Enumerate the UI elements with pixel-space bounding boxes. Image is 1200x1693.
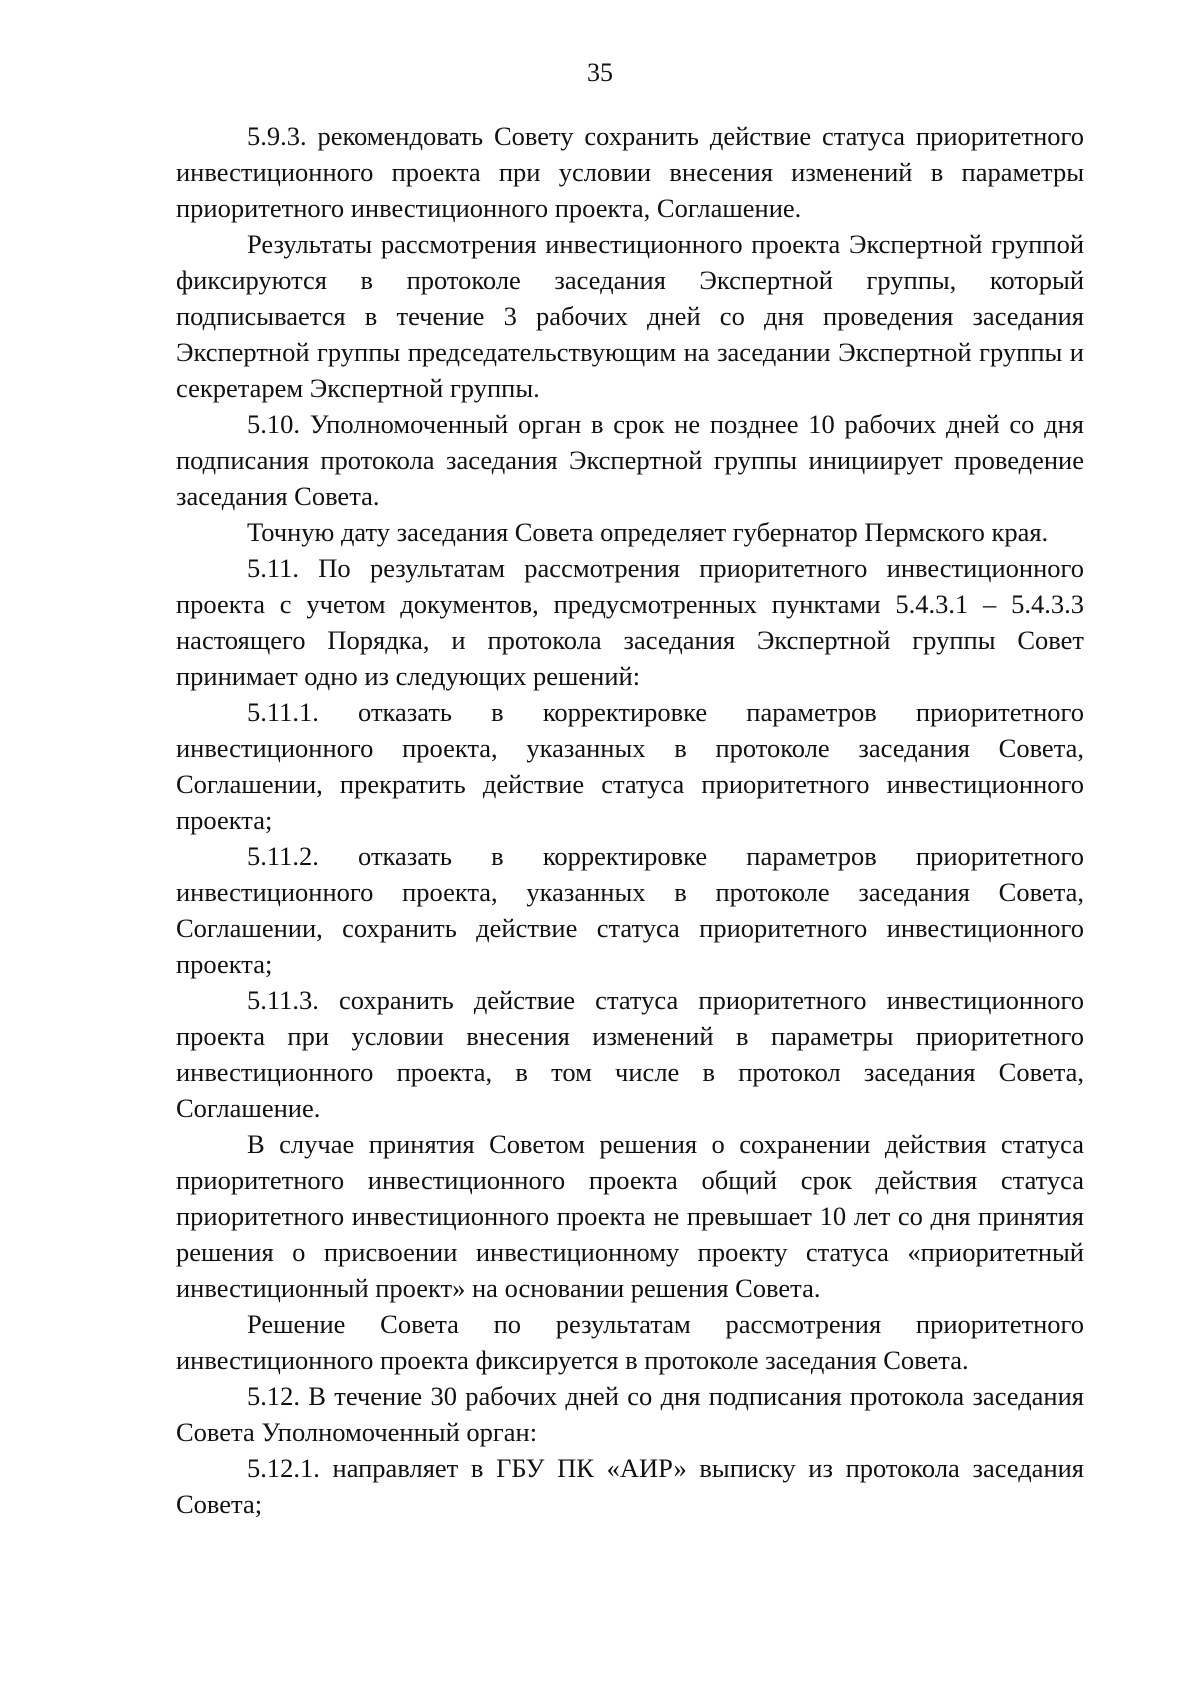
document-body bbox=[176, 118, 1084, 1522]
paragraph-5-11-3: 5.11.3. сохранить действие статуса приоритетного инвестиционного проекта при условии внесения изменений в параметры приоритетного инвестиционного проекта, в том числе в протокол заседания Совета, Соглашение. bbox=[176, 985, 1084, 1123]
paragraph-5-12-1: 5.12.1. направляет в ГБУ ПК «АИР» выписку из протокола заседания Совета; bbox=[176, 1453, 1084, 1519]
paragraph-5-10: 5.10. Уполномоченный орган в срок не позднее 10 рабочих дней со дня подписания протокола заседания Экспертной группы инициирует проведение заседания Совета. bbox=[176, 409, 1084, 511]
paragraph-council-decision: Решение Совета по результатам рассмотрения приоритетного инвестиционного проекта фиксируется в протоколе заседания Совета. bbox=[176, 1309, 1084, 1375]
paragraph-meeting-date: Точную дату заседания Совета определяет губернатор Пермского края. bbox=[247, 517, 1049, 547]
paragraph-5-9-3: 5.9.3. рекомендовать Совету сохранить действие статуса приоритетного инвестиционного проекта при условии внесения изменений в параметры приоритетного инвестиционного проекта, Соглашение. bbox=[176, 121, 1084, 223]
page-number: 35 bbox=[587, 58, 613, 87]
paragraph-5-11: 5.11. По результатам рассмотрения приоритетного инвестиционного проекта с учетом документов, предусмотренных пунктами 5.4.3.1 – 5.4.3.3 настоящего Порядка, и протокола заседания Экспертной группы Совет принимает одно из следующих решений: bbox=[176, 553, 1084, 691]
paragraph-status-term: В случае принятия Советом решения о сохранении действия статуса приоритетного инвестиционного проекта общий срок действия статуса приоритетного инвестиционного проекта не превышает 10 лет со дня принятия решения о присвоении инвестиционному проекту статуса «приоритетный инвестиционный проект» на основании решения Совета. bbox=[176, 1129, 1084, 1303]
paragraph-5-12: 5.12. В течение 30 рабочих дней со дня подписания протокола заседания Совета Уполномоченный орган: bbox=[176, 1381, 1084, 1447]
paragraph-5-11-1: 5.11.1. отказать в корректировке параметров приоритетного инвестиционного проекта, указанных в протоколе заседания Совета, Соглашении, прекратить действие статуса приоритетного инвестиционного проекта; bbox=[176, 697, 1084, 835]
paragraph-expert-group-results: Результаты рассмотрения инвестиционного проекта Экспертной группой фиксируются в протоколе заседания Экспертной группы, который подписывается в течение 3 рабочих дней со дня проведения заседания Экспертной группы председательствующим на заседании Экспертной группы и секретарем Экспертной группы. bbox=[176, 229, 1084, 403]
paragraph-5-11-2: 5.11.2. отказать в корректировке параметров приоритетного инвестиционного проекта, указанных в протоколе заседания Совета, Соглашении, сохранить действие статуса приоритетного инвестиционного проекта; bbox=[176, 841, 1084, 979]
